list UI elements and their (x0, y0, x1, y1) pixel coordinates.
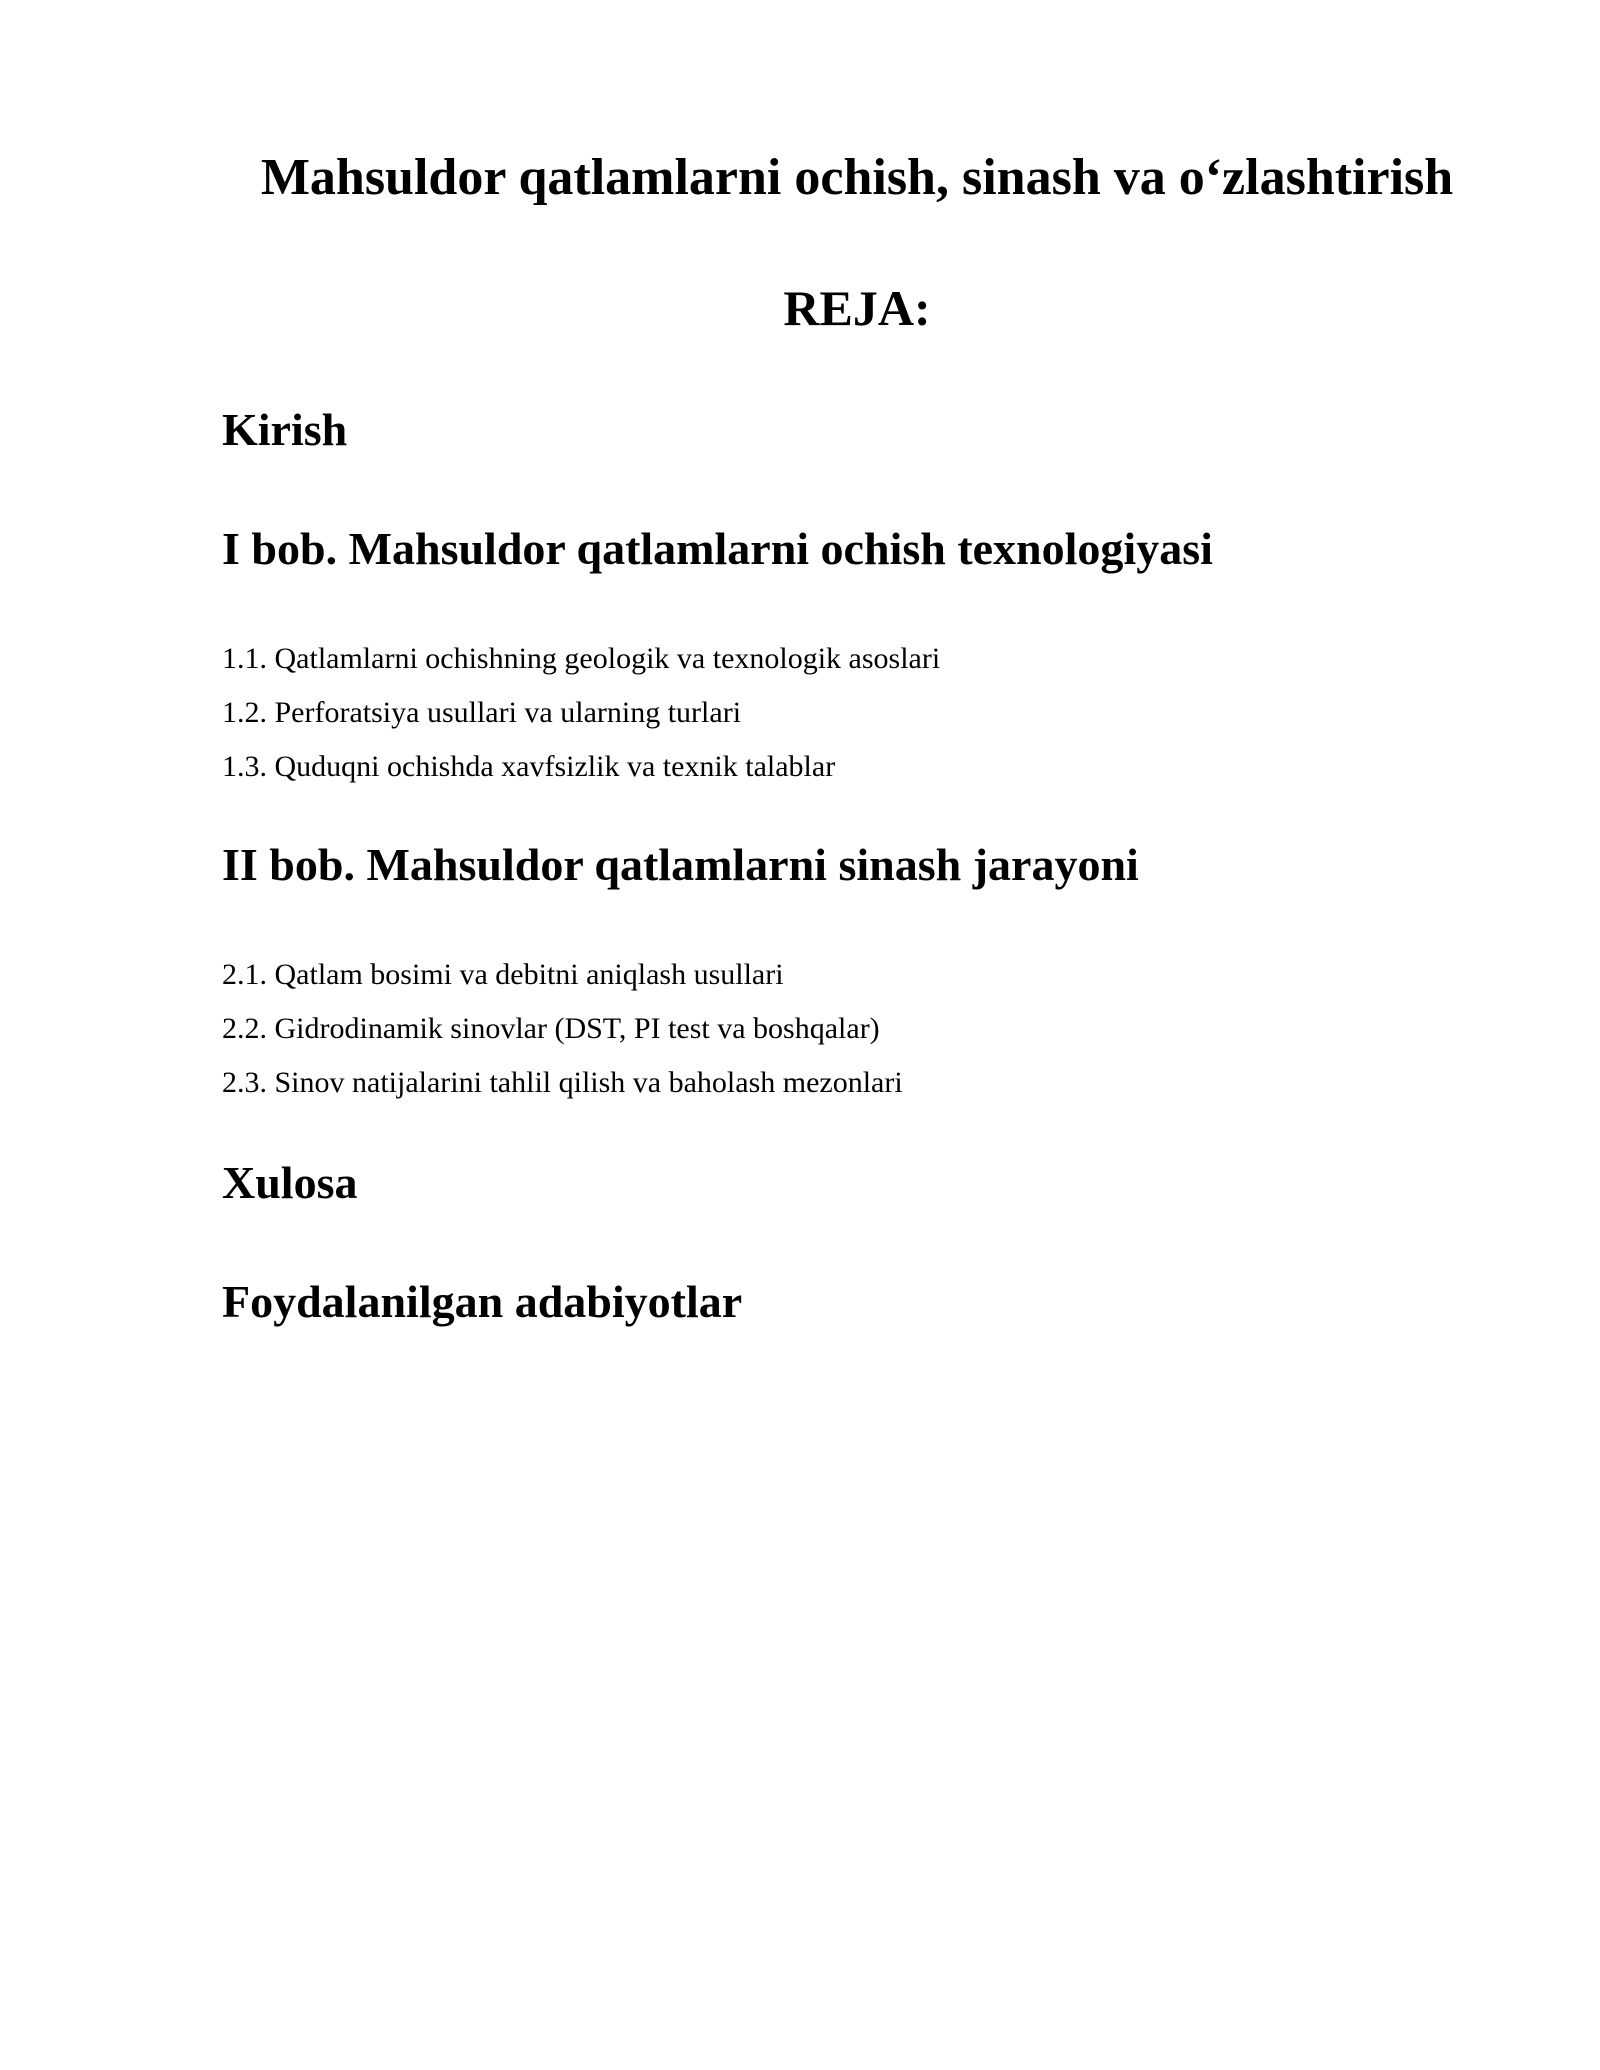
chapter1-item-1: 1.1. Qatlamlarni ochishning geologik va texnologik asoslari (222, 642, 941, 675)
chapter1-heading: I bob. Mahsuldor qatlamlarni ochish texnologiyasi (222, 523, 1213, 574)
chapter2-item-1: 2.1. Qatlam bosimi va debitni aniqlash usullari (222, 958, 784, 991)
chapter2-item-2: 2.2. Gidrodinamik sinovlar (DST, PI test va boshqalar) (222, 1012, 880, 1045)
chapter2-heading: II bob. Mahsuldor qatlamlarni sinash jarayoni (222, 839, 1139, 890)
document-title: Mahsuldor qatlamlarni ochish, sinash va o‘zlashtirish (260, 149, 1454, 206)
chapter1-item-3: 1.3. Quduqni ochishda xavfsizlik va texnik talablar (222, 750, 836, 783)
references-heading: Foydalanilgan adabiyotlar (222, 1276, 743, 1327)
chapter2-item-3: 2.3. Sinov natijalarini tahlil qilish va baholash mezonlari (222, 1066, 903, 1099)
conclusion-heading: Xulosa (222, 1157, 358, 1208)
introduction-heading: Kirish (222, 404, 348, 455)
chapter1-item-2: 1.2. Perforatsiya usullari va ularning turlari (222, 696, 742, 729)
plan-heading: REJA: (783, 280, 931, 336)
